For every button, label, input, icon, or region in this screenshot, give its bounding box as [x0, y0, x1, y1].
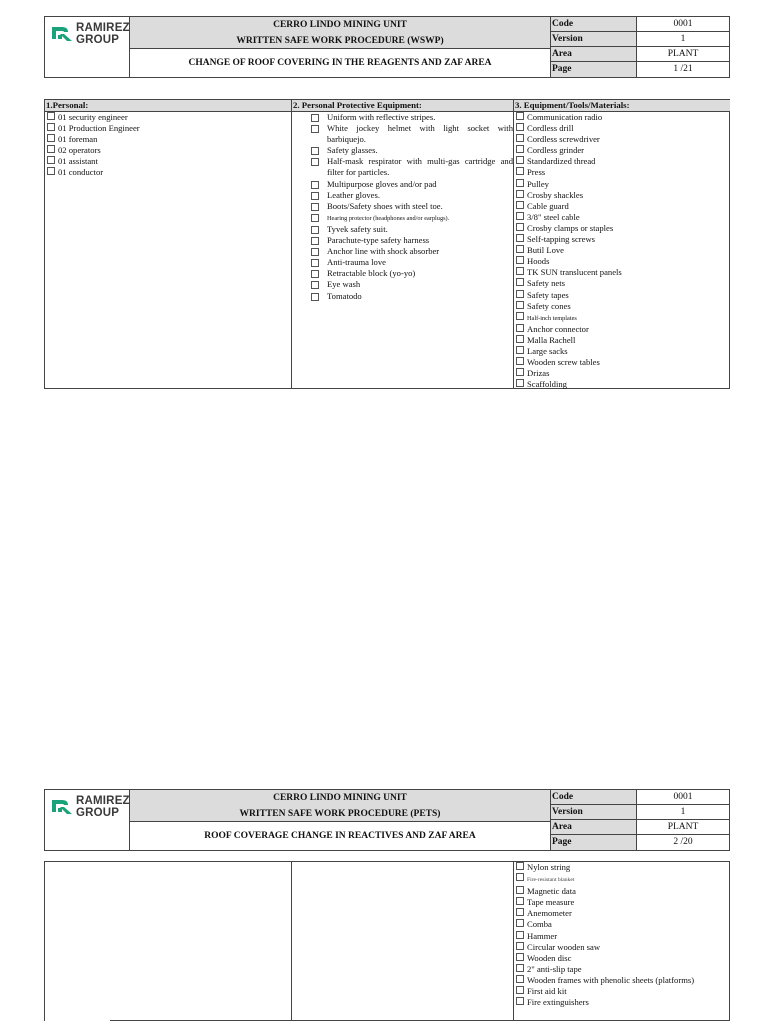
- list-item-text: Safety nets: [527, 278, 565, 289]
- checkbox-square-icon: [516, 201, 524, 209]
- company-logo: [45, 790, 130, 850]
- meta-label: Page: [551, 835, 637, 850]
- list-item-text: Fire-resistant blanket: [527, 877, 575, 884]
- company-logo: [45, 17, 130, 77]
- list-item: [292, 235, 513, 246]
- checkbox-square-icon: [516, 234, 524, 242]
- list-item: [292, 246, 513, 257]
- list-item-text: Half-inch templates: [527, 314, 577, 322]
- checkbox-square-icon: [516, 873, 524, 881]
- list-item: [45, 156, 291, 167]
- list-item: [514, 179, 730, 190]
- list-item: [514, 324, 730, 335]
- checkbox-square-icon: [311, 147, 319, 155]
- list-item: [514, 245, 730, 256]
- meta-row-version: [551, 805, 729, 820]
- brand-line-1: RAMIREZ: [76, 795, 130, 807]
- checkbox-square-icon: [516, 112, 524, 120]
- list-item-text: TK SUN translucent panels: [527, 267, 622, 278]
- meta-label: Page: [551, 62, 637, 77]
- list-item: [514, 873, 730, 886]
- checkbox-square-icon: [516, 886, 524, 894]
- list-item: [514, 267, 730, 278]
- ppe-column: [292, 862, 514, 1021]
- list-item: [514, 897, 730, 908]
- meta-label: Version: [551, 805, 637, 819]
- list-item: [514, 368, 730, 379]
- table-divider: [110, 1020, 730, 1025]
- list-item-text: 01 Production Engineer: [58, 123, 140, 134]
- equipment-heading: 3. Equipment/Tools/Materials:: [514, 100, 730, 112]
- list-item-text: Scaffolding: [527, 379, 567, 390]
- list-item: [514, 919, 730, 930]
- list-item-text: Wooden screw tables: [527, 357, 600, 368]
- list-item-text: Safety tapes: [527, 289, 569, 300]
- meta-value: 1 /21: [673, 64, 693, 74]
- checkbox-square-icon: [516, 212, 524, 220]
- list-item: [514, 379, 730, 390]
- requirements-table: [44, 99, 730, 389]
- list-item: [292, 257, 513, 268]
- list-item: [514, 145, 730, 156]
- checkbox-square-icon: [311, 237, 319, 245]
- list-item-text: Malla Rachell: [527, 334, 576, 345]
- checkbox-square-icon: [311, 192, 319, 200]
- meta-label: Area: [551, 820, 637, 834]
- checkbox-square-icon: [516, 301, 524, 309]
- meta-row-page: [551, 835, 729, 850]
- list-item: [514, 335, 730, 346]
- checkbox-square-icon: [311, 226, 319, 234]
- meta-row-code: [551, 17, 729, 32]
- ramirez-logo-icon: [50, 23, 74, 45]
- list-item-text: Anemometer: [527, 908, 572, 919]
- list-item-text: Tape measure: [527, 897, 575, 908]
- checkbox-square-icon: [47, 167, 55, 175]
- checkbox-square-icon: [516, 223, 524, 231]
- checkbox-square-icon: [516, 256, 524, 264]
- list-item: [514, 112, 730, 123]
- list-item: [45, 145, 291, 156]
- list-item: [514, 301, 730, 312]
- list-item: [514, 223, 730, 234]
- checkbox-square-icon: [516, 324, 524, 332]
- list-item-text: Half-mask respirator with multi-gas cartridge and filter for particles.: [327, 156, 513, 178]
- list-item: [514, 997, 730, 1008]
- list-item-text: 01 foreman: [58, 134, 98, 145]
- checkbox-square-icon: [516, 357, 524, 365]
- list-item: [514, 986, 730, 997]
- list-item-text: Butil Love: [527, 245, 564, 256]
- checkbox-square-icon: [516, 278, 524, 286]
- checkbox-square-icon: [311, 293, 319, 301]
- list-item-text: Crosby clamps or staples: [527, 222, 614, 233]
- brand-line-1: RAMIREZ: [76, 22, 130, 34]
- meta-value: 0001: [673, 19, 693, 29]
- list-item-text: Tyvek safety suit.: [327, 223, 388, 234]
- list-item: [514, 290, 730, 301]
- list-item: [514, 357, 730, 368]
- list-item-text: Hoods: [527, 256, 550, 267]
- list-item-text: Tomatodo: [327, 290, 362, 301]
- list-item-text: Cordless screwdriver: [527, 134, 600, 145]
- meta-value: 1: [680, 807, 686, 817]
- checkbox-square-icon: [311, 158, 319, 166]
- list-item-text: 3/8" steel cable: [527, 211, 580, 222]
- list-item-text: Hearing protector (headphones and/or earplugs).: [327, 214, 450, 222]
- checkbox-square-icon: [516, 975, 524, 983]
- personal-column: [45, 862, 292, 1021]
- meta-label: Version: [551, 32, 637, 46]
- equipment-column: [514, 862, 730, 1021]
- list-item-text: Self-tapping screws: [527, 234, 596, 245]
- meta-value: 2 /20: [673, 837, 693, 847]
- list-item-text: Parachute-type safety harness: [327, 235, 430, 246]
- list-item: [45, 112, 291, 123]
- list-item-text: Standardized thread: [527, 156, 596, 167]
- checkbox-square-icon: [311, 181, 319, 189]
- list-item: [514, 201, 730, 212]
- list-item-text: Press: [527, 167, 546, 178]
- doc-task-title: CHANGE OF ROOF COVERING IN THE REAGENTS AND ZAF AREA: [188, 58, 492, 68]
- list-item-text: Comba: [527, 919, 552, 930]
- checkbox-square-icon: [516, 919, 524, 927]
- list-item-text: Retractable block (yo-yo): [327, 268, 416, 279]
- checkbox-square-icon: [516, 190, 524, 198]
- list-item-text: 01 security engineer: [58, 112, 128, 122]
- doc-meta-table: [550, 17, 729, 77]
- meta-value: 0001: [673, 792, 693, 802]
- checkbox-square-icon: [47, 112, 55, 120]
- checkbox-square-icon: [516, 897, 524, 905]
- checkbox-square-icon: [516, 986, 524, 994]
- list-item: [292, 268, 513, 279]
- checkbox-square-icon: [311, 259, 319, 267]
- list-item: [514, 346, 730, 357]
- brand-line-2: GROUP: [76, 807, 120, 819]
- list-item: [514, 908, 730, 919]
- ppe-column: [292, 100, 514, 388]
- ppe-heading: 2. Personal Protective Equipment:: [292, 100, 513, 112]
- doc-procedure-title: WRITTEN SAFE WORK PROCEDURE (WSWP): [130, 33, 550, 49]
- checkbox-square-icon: [516, 346, 524, 354]
- meta-row-area: [551, 820, 729, 835]
- list-item: [514, 953, 730, 964]
- checkbox-square-icon: [311, 114, 319, 122]
- checkbox-square-icon: [516, 290, 524, 298]
- list-item: [292, 212, 513, 224]
- list-item: [514, 212, 730, 223]
- list-item: [292, 224, 513, 235]
- doc-meta-table: [550, 790, 729, 850]
- list-item: [292, 179, 513, 190]
- list-item: [292, 156, 513, 178]
- list-item-text: Anchor connector: [527, 323, 589, 334]
- list-item-text: Drizas: [527, 368, 550, 379]
- checkbox-square-icon: [516, 145, 524, 153]
- meta-value: PLANT: [667, 49, 699, 59]
- list-item-text: Nylon string: [527, 862, 571, 872]
- checkbox-square-icon: [516, 335, 524, 343]
- list-item-text: Crosby shackles: [527, 189, 584, 200]
- meta-label: Area: [551, 47, 637, 61]
- list-item: [292, 123, 513, 145]
- list-item: [292, 112, 513, 123]
- brand-line-2: GROUP: [76, 34, 120, 46]
- checkbox-square-icon: [47, 145, 55, 153]
- doc-unit-title: CERRO LINDO MINING UNIT: [130, 17, 550, 33]
- list-item: [514, 312, 730, 324]
- list-item-text: Fire extinguishers: [527, 997, 589, 1008]
- checkbox-square-icon: [311, 248, 319, 256]
- list-item-text: 02 operators: [58, 145, 101, 156]
- list-item: [514, 862, 730, 873]
- doc-task-title: ROOF COVERAGE CHANGE IN REACTIVES AND ZAF AREA: [204, 831, 476, 841]
- list-item-text: First aid kit: [527, 986, 567, 997]
- list-item: [292, 145, 513, 156]
- list-item-text: Anti-trauma love: [327, 257, 386, 268]
- list-item: [45, 134, 291, 145]
- checkbox-square-icon: [516, 123, 524, 131]
- list-item-text: Cordless drill: [527, 123, 574, 134]
- list-item-text: Pulley: [527, 178, 549, 189]
- list-item-text: Communication radio: [527, 112, 603, 122]
- equipment-column: [514, 100, 730, 388]
- list-item: [514, 886, 730, 897]
- list-item-text: Safety glasses.: [327, 145, 378, 156]
- list-item: [514, 975, 730, 986]
- doc-procedure-title: WRITTEN SAFE WORK PROCEDURE (PETS): [130, 806, 550, 822]
- list-item: [514, 931, 730, 942]
- list-item: [514, 123, 730, 134]
- meta-row-version: [551, 32, 729, 47]
- list-item-text: Circular wooden saw: [527, 941, 601, 952]
- meta-value: PLANT: [667, 822, 699, 832]
- checkbox-square-icon: [516, 862, 524, 870]
- checkbox-square-icon: [516, 964, 524, 972]
- list-item-text: 01 conductor: [58, 167, 104, 178]
- list-item-text: Boots/Safety shoes with steel toe.: [327, 200, 443, 211]
- list-item: [514, 964, 730, 975]
- list-item-text: Wooden frames with phenolic sheets (platforms): [527, 974, 695, 985]
- checkbox-square-icon: [311, 270, 319, 278]
- list-item: [514, 190, 730, 201]
- checkbox-square-icon: [516, 379, 524, 387]
- list-item: [514, 234, 730, 245]
- list-item-text: Leather gloves.: [327, 189, 380, 200]
- meta-label: Code: [551, 790, 637, 804]
- list-item: [514, 134, 730, 145]
- list-item-text: Anchor line with shock absorber: [327, 246, 440, 257]
- checkbox-square-icon: [516, 368, 524, 376]
- checkbox-square-icon: [47, 156, 55, 164]
- meta-value: 1: [680, 34, 686, 44]
- list-item: [514, 942, 730, 953]
- list-item: [514, 278, 730, 289]
- checkbox-square-icon: [47, 134, 55, 142]
- page-header: [44, 16, 730, 78]
- list-item: [45, 123, 291, 134]
- list-item: [292, 279, 513, 290]
- list-item: [514, 167, 730, 178]
- checkbox-square-icon: [516, 908, 524, 916]
- checkbox-square-icon: [516, 156, 524, 164]
- personal-heading: 1.Personal:: [45, 100, 291, 112]
- list-item-text: Large sacks: [527, 345, 568, 356]
- list-item-text: Hammer: [527, 930, 558, 941]
- list-item-text: Cordless grinder: [527, 145, 585, 156]
- checkbox-square-icon: [516, 134, 524, 142]
- meta-row-area: [551, 47, 729, 62]
- list-item-text: Uniform with reflective stripes.: [327, 112, 436, 122]
- list-item-text: 01 assistant: [58, 156, 98, 167]
- ramirez-logo-icon: [50, 796, 74, 818]
- checkbox-square-icon: [516, 953, 524, 961]
- list-item: [514, 256, 730, 267]
- list-item: [514, 156, 730, 167]
- checkbox-square-icon: [516, 942, 524, 950]
- personal-column: [45, 100, 292, 388]
- meta-row-code: [551, 790, 729, 805]
- list-item-text: Eye wash: [327, 279, 361, 290]
- checkbox-square-icon: [311, 214, 319, 222]
- checkbox-square-icon: [311, 281, 319, 289]
- list-item-text: Safety cones: [527, 300, 571, 311]
- checkbox-square-icon: [516, 267, 524, 275]
- list-item: [45, 167, 291, 178]
- checkbox-square-icon: [516, 167, 524, 175]
- checkbox-square-icon: [516, 312, 524, 320]
- list-item-text: Cable guard: [527, 200, 569, 211]
- checkbox-square-icon: [516, 245, 524, 253]
- list-item: [292, 201, 513, 212]
- list-item-text: Wooden disc: [527, 952, 572, 963]
- list-item: [292, 291, 513, 302]
- requirements-table-continued: [44, 861, 730, 1021]
- list-item-text: Multipurpose gloves and/or pad: [327, 178, 437, 189]
- page-header: [44, 789, 730, 851]
- checkbox-square-icon: [47, 123, 55, 131]
- checkbox-square-icon: [516, 179, 524, 187]
- checkbox-square-icon: [516, 997, 524, 1005]
- list-item-text: White jockey helmet with light socket with barbiquejo.: [327, 123, 513, 145]
- checkbox-square-icon: [311, 125, 319, 133]
- list-item-text: Magnetic data: [527, 886, 576, 897]
- list-item: [292, 190, 513, 201]
- list-item-text: 2" anti-slip tape: [527, 963, 582, 974]
- doc-unit-title: CERRO LINDO MINING UNIT: [130, 790, 550, 806]
- checkbox-square-icon: [311, 203, 319, 211]
- checkbox-square-icon: [516, 931, 524, 939]
- meta-label: Code: [551, 17, 637, 31]
- meta-row-page: [551, 62, 729, 77]
